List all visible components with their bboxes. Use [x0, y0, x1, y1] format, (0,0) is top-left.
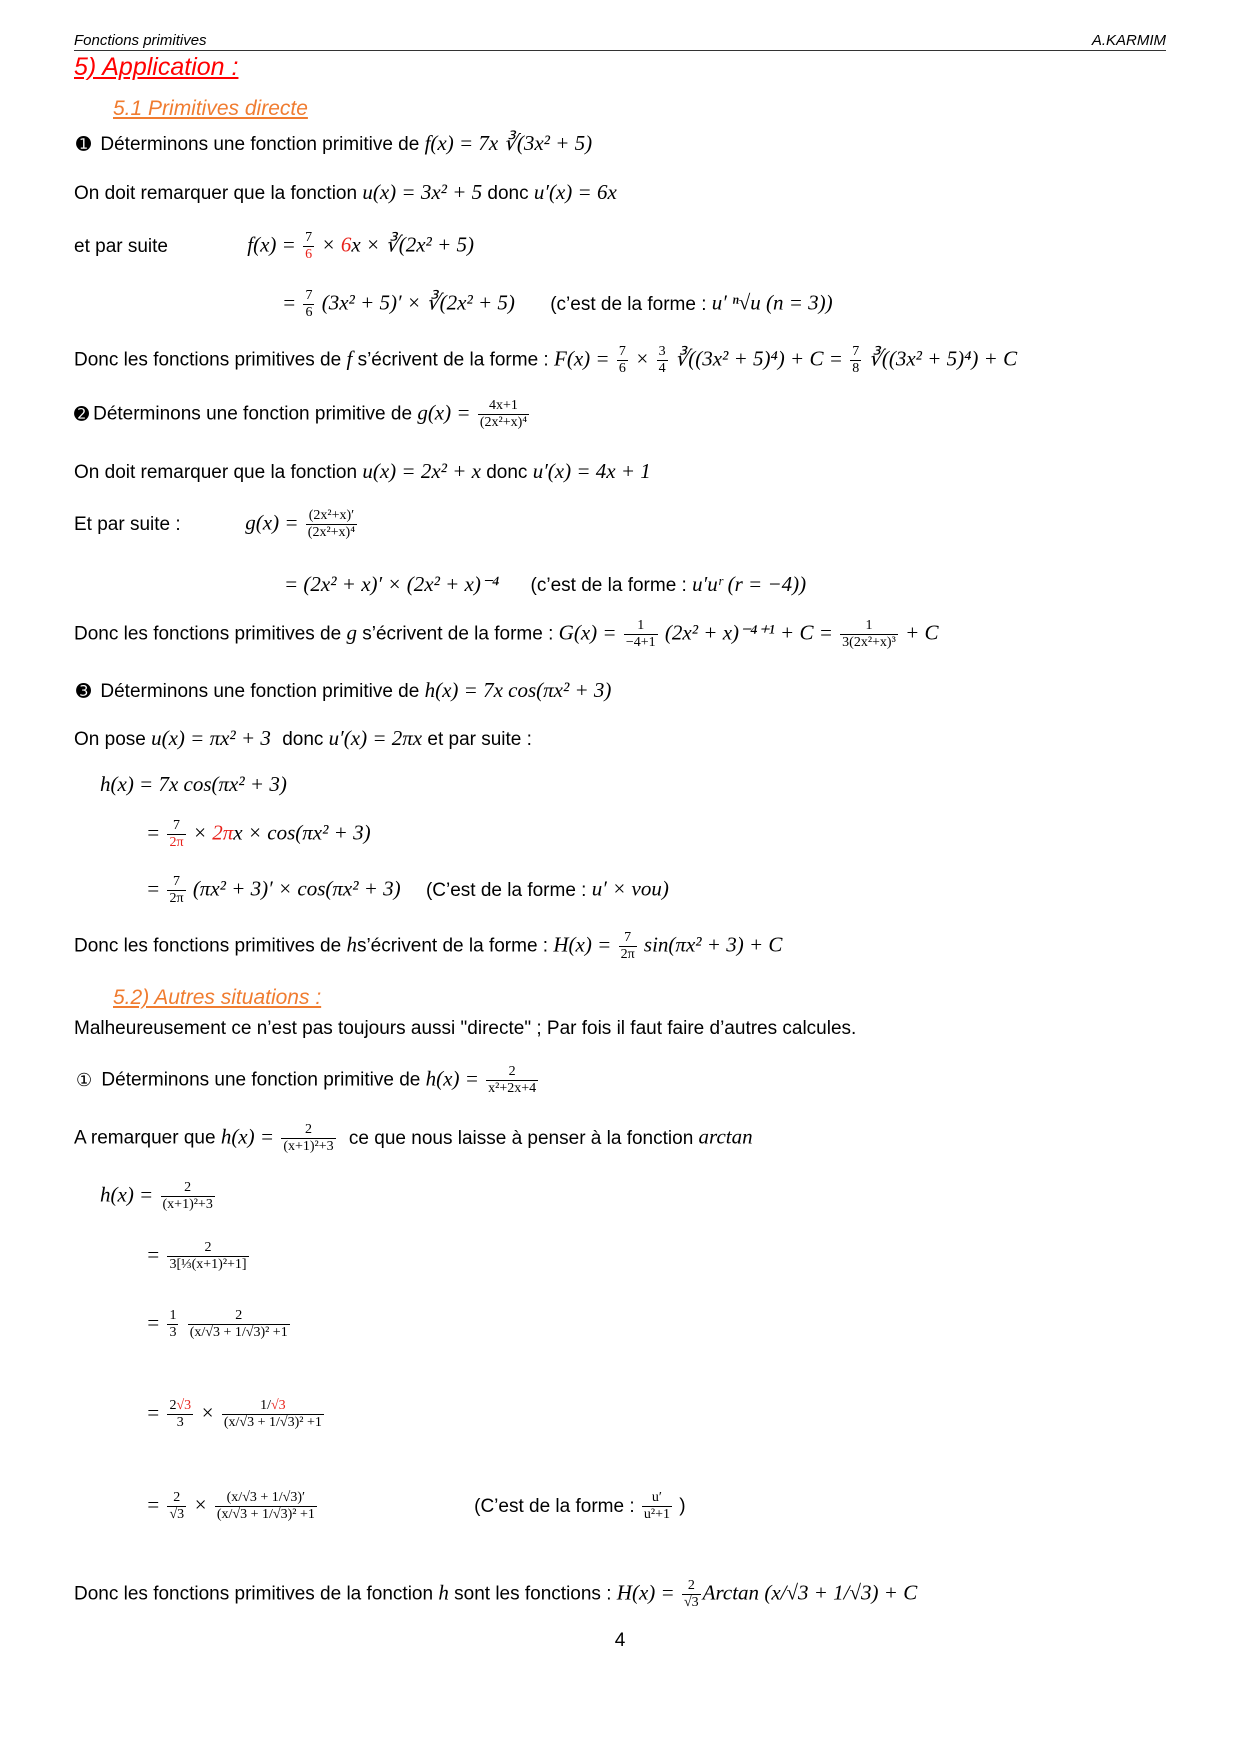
ex2-step2: = (2x² + x)′ × (2x² + x)⁻⁴ (c’est de la forme : u′uʳ (r = −4)) [284, 572, 807, 596]
page-header [74, 30, 1166, 51]
header-author: A.KARMIM [1091, 32, 1166, 49]
number-1-bullet-icon: ➊ [76, 134, 92, 154]
number-2-bullet-icon: ➋ [74, 403, 90, 424]
ex2-conclusion: Donc les fonctions primitives de g s’écrivent de la forme : G(x) = $\frac{1}{-4+1}$ (2x² + x)⁻⁴⁺¹ + C = $\frac{1}{\text{3(2x²+x)³}}$ + C [74, 618, 939, 651]
ex1-step1: et par suite f(x) = $\frac{7}{6}$ × 6x × ∛(2x² + 5) [74, 230, 475, 263]
ex3-statement: ➌ Déterminons une fonction primitive de h(x) = 7x cos(πx² + 3) [76, 678, 612, 702]
ex1-statement: ➊ Déterminons une fonction primitive de f(x) = 7x ∛(3x² + 5) [76, 131, 593, 155]
ex1-conclusion: Donc les fonctions primitives de f s’écrivent de la forme : F(x) = $\frac{7}{6}$ × $\frac{3}{4}$ ∛((3x² + 5)⁴) + C = $\frac{7}{8}$ ∛((3x² + 5)⁴) + C [74, 344, 1018, 377]
subsection-title-5-2: 5.2) Autres situations : [113, 986, 322, 1009]
ex2-remark: On doit remarquer que la fonction u(x) = 2x² + x donc u′(x) = 4x + 1 [74, 459, 651, 483]
ex1-remark: On doit remarquer que la fonction u(x) = 3x² + 5 donc u′(x) = 6x [74, 180, 617, 204]
sub2-intro: Malheureusement ce n’est pas toujours aussi "directe" ; Par fois il faut faire d’autres calcules. [74, 1018, 857, 1039]
ex2-step1: Et par suite : g(x) = $\frac{\text{(2x²+x)′}}{\text{(2x²+x)⁴}}$ [74, 508, 356, 541]
circled-1-bullet-icon: ① [76, 1069, 93, 1090]
ex3-line3: = $\frac{7}{2\pi}$ (πx² + 3)′ × cos(πx² + 3) (C’est de la forme : u′ × vou) [146, 874, 669, 907]
page-number: 4 [614, 1630, 626, 1651]
ex4-statement: ① Déterminons une fonction primitive de h(x) = $\frac{2}{\text{x²+2x+4}}$ [76, 1064, 537, 1097]
ex4-step3: = $\frac{1}{3}$ $\frac{2}{\text{(x/√3 + 1/√3)² +1}}$ [146, 1308, 288, 1341]
section-title: 5) Application : [74, 53, 239, 81]
ex3-line1: h(x) = 7x cos(πx² + 3) [100, 772, 287, 796]
ex2-statement: ➋ Déterminons une fonction primitive de g(x) = $\frac{4x+1}{\text{(2x²+x)⁴}}$ [74, 398, 528, 431]
ex1-step2: = $\frac{7}{6}$ (3x² + 5)′ × ∛(2x² + 5) (c’est de la forme : u′ ⁿ√u (n = 3)) [282, 288, 833, 321]
subsection-title-5-1: 5.1 Primitives directe [113, 97, 308, 120]
header-title: Fonctions primitives [74, 32, 207, 49]
ex4-step2: = $\frac{2}{\text{3[⅓(x+1)²+1]}}$ [146, 1240, 247, 1273]
ex4-conclusion: Donc les fonctions primitives de la fonction h sont les fonctions : H(x) = $\frac{2}{√3}$ Arctan (x/√3 + 1/√3) + C [74, 1578, 918, 1611]
ex3-line2: = $\frac{7}{2\pi}$ × 2πx × cos(πx² + 3) [146, 818, 371, 851]
ex4-remark: A remarquer que h(x) = $\frac{2}{\text{(x+1)²+3}}$ ce que nous laisse à penser à la fonction arctan [74, 1122, 753, 1155]
f-definition: f(x) = 7x ∛(3x² + 5) [424, 131, 593, 155]
ex4-step4: = $\frac{2√3}{3}$ × $\frac{1/√3}{\text{(x/√3 + 1/√3)² +1}}$ [146, 1398, 322, 1431]
ex3-conclusion: Donc les fonctions primitives de hs’écrivent de la forme : H(x) = $\frac{7}{2\pi}$ sin(πx² + 3) + C [74, 930, 783, 963]
ex3-pose: On pose u(x) = πx² + 3 donc u′(x) = 2πx et par suite : [74, 726, 532, 750]
ex4-step1: h(x) = $\frac{2}{\text{(x+1)²+3}}$ [100, 1180, 213, 1213]
number-3-bullet-icon: ➌ [76, 681, 92, 701]
ex4-step5: = $\frac{2}{√3}$ × $\frac{(x/√3 + 1/√3)'}{\text{(x/√3 + 1/√3)² +1}}$ (C’est de la forme : $\frac{u'}{\text{u²+1}}$ ) [146, 1490, 686, 1523]
